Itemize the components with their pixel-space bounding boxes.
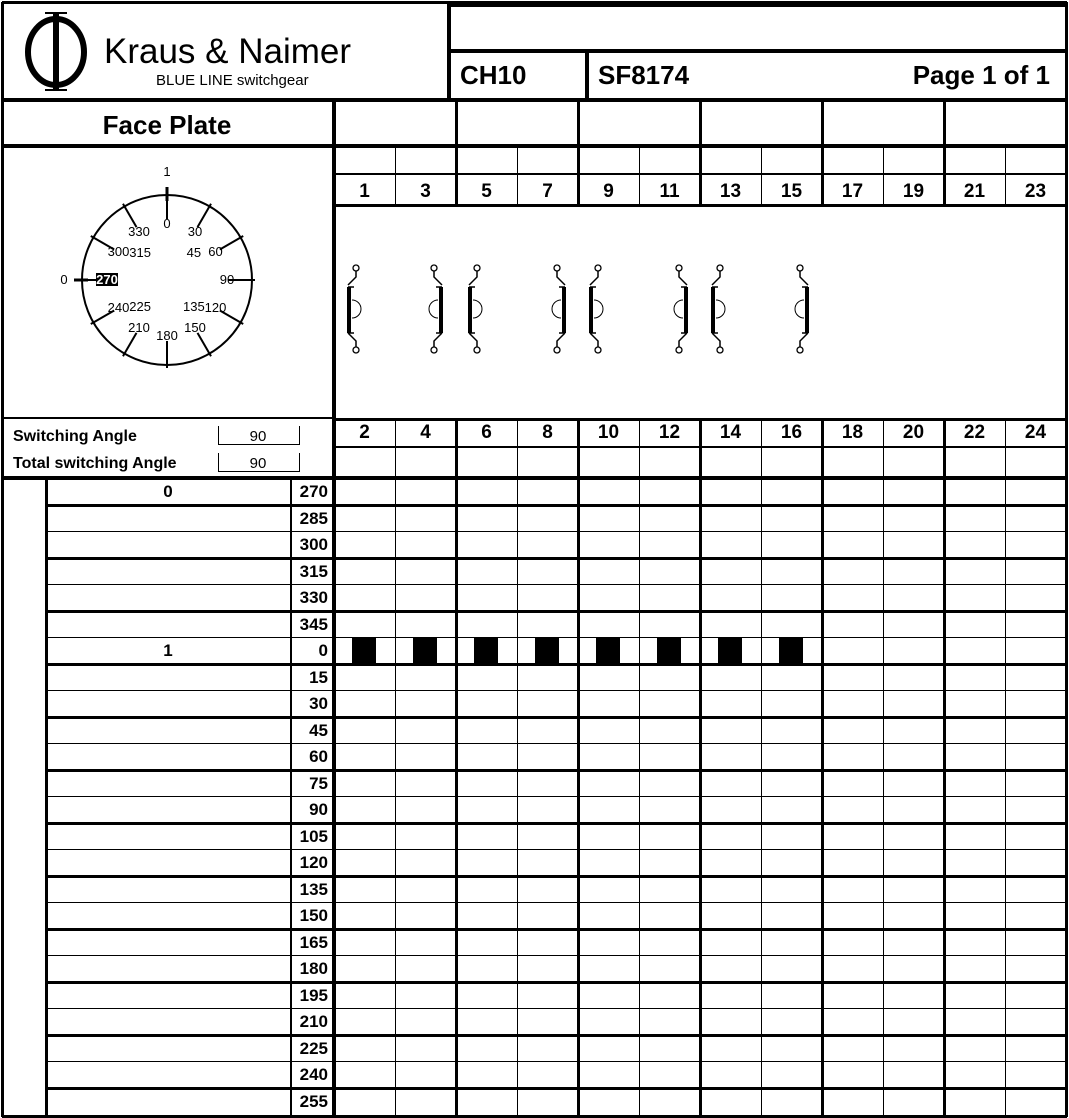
contact-col-line bbox=[1005, 146, 1006, 205]
contact-symbol bbox=[552, 265, 566, 353]
table-row-line bbox=[46, 822, 1067, 825]
contact-symbol bbox=[711, 265, 725, 353]
position-label: 1 bbox=[163, 641, 173, 660]
contact-symbol bbox=[468, 265, 482, 353]
contact-bar bbox=[347, 287, 351, 333]
terminal-top bbox=[717, 265, 723, 271]
position-angle: 225 bbox=[299, 1038, 328, 1058]
header-top bbox=[449, 3, 1067, 7]
header-divider-2 bbox=[585, 51, 589, 100]
position-angle: 285 bbox=[299, 508, 328, 528]
dial-top-label: 1 bbox=[163, 164, 171, 179]
terminal-bottom bbox=[797, 347, 803, 353]
table-row-line bbox=[46, 955, 1067, 956]
table-row-line bbox=[46, 610, 1067, 613]
position-angle: 210 bbox=[299, 1012, 328, 1031]
position-angle: 315 bbox=[299, 561, 328, 581]
contact-col-line bbox=[395, 146, 396, 205]
position-angle: 195 bbox=[299, 985, 328, 1005]
contact-number-top: 23 bbox=[1024, 181, 1047, 202]
group-divider bbox=[943, 100, 946, 146]
contact-number-bottom: 22 bbox=[963, 422, 986, 443]
group-divider bbox=[699, 100, 702, 146]
group-divider bbox=[455, 100, 458, 146]
dial-angle-label: 30 bbox=[187, 223, 203, 239]
face-plate-title: Face Plate bbox=[102, 110, 232, 140]
contact-symbol bbox=[347, 265, 361, 353]
terminal-bottom bbox=[353, 347, 359, 353]
position-angle: 0 bbox=[318, 641, 328, 660]
cam-arc bbox=[594, 300, 603, 318]
closed-contact-mark bbox=[535, 638, 559, 663]
dial-angle-label: 120 bbox=[204, 300, 227, 315]
contact-number-top: 5 bbox=[481, 181, 492, 202]
switching-angle-label: Switching Angle bbox=[13, 428, 137, 445]
page-indicator: Page 1 of 1 bbox=[912, 60, 1050, 90]
contact-bar bbox=[589, 287, 593, 333]
terminal-top bbox=[554, 265, 560, 271]
contact-number-top: 7 bbox=[542, 181, 553, 202]
contact-bar bbox=[805, 287, 809, 333]
table-row-line bbox=[46, 716, 1067, 719]
table-row-line bbox=[46, 531, 1067, 532]
table-row-line bbox=[46, 981, 1067, 984]
contact-number-top: 9 bbox=[603, 181, 614, 202]
dial-tick bbox=[198, 333, 212, 356]
contact-number-top: 13 bbox=[719, 181, 742, 202]
contact-col-line bbox=[761, 146, 762, 205]
position-angle: 330 bbox=[299, 588, 328, 607]
cam-arc bbox=[716, 300, 725, 318]
faceplate-divider bbox=[332, 100, 336, 1117]
position-angle: 180 bbox=[299, 959, 328, 978]
table-row-line bbox=[46, 690, 1067, 691]
table-top bbox=[2, 476, 1067, 480]
cam-arc bbox=[473, 300, 482, 318]
table-row-line bbox=[46, 1034, 1067, 1037]
contact-col-line bbox=[455, 146, 458, 205]
contact-col-line bbox=[577, 146, 580, 205]
brand-name: Kraus & Naimer bbox=[104, 32, 352, 71]
dial-angle-label: 315 bbox=[129, 245, 151, 261]
contact-symbol bbox=[674, 265, 688, 353]
contact-number-top: 11 bbox=[659, 181, 680, 202]
dial-angle-label: 60 bbox=[208, 244, 223, 259]
position-angle: 120 bbox=[299, 853, 328, 872]
contact-number-top: 19 bbox=[902, 181, 925, 202]
table-row-line bbox=[46, 902, 1067, 903]
position-angle: 30 bbox=[309, 694, 328, 713]
contact-bar bbox=[684, 287, 688, 333]
contact-number-top: 15 bbox=[780, 181, 803, 202]
terminal-top bbox=[676, 265, 682, 271]
dial-angle-label: 225 bbox=[129, 298, 151, 314]
table-row-line bbox=[46, 504, 1067, 507]
contact-number-bottom: 24 bbox=[1024, 422, 1047, 443]
dial-angle-label: 330 bbox=[128, 223, 150, 239]
closed-contact-mark bbox=[596, 638, 620, 663]
closed-contact-mark bbox=[718, 638, 742, 663]
terminal-top bbox=[595, 265, 601, 271]
table-row-line bbox=[46, 875, 1067, 878]
dial-angle-label: 300 bbox=[107, 244, 130, 259]
dial-angle-label: 270 bbox=[96, 272, 118, 287]
faceplate-top bbox=[2, 144, 1067, 148]
contact-symbol bbox=[795, 265, 809, 353]
terminal-bottom bbox=[554, 347, 560, 353]
position-angle: 90 bbox=[309, 800, 328, 819]
group-divider bbox=[577, 100, 580, 146]
table-row-line bbox=[46, 1087, 1067, 1090]
terminal-bottom bbox=[595, 347, 601, 353]
table-row-line bbox=[46, 743, 1067, 744]
contact-col-line bbox=[699, 146, 702, 205]
faceplate-bottom bbox=[2, 417, 334, 419]
position-angle: 270 bbox=[299, 482, 328, 501]
label-col-divider bbox=[45, 478, 48, 1117]
table-row-line bbox=[46, 663, 1067, 666]
series-code: CH10 bbox=[460, 60, 527, 90]
contact-number-top: 21 bbox=[963, 181, 986, 202]
terminal-top bbox=[353, 265, 359, 271]
position-angle: 15 bbox=[309, 667, 328, 687]
total-switching-angle-value: 90 bbox=[249, 455, 267, 472]
table-row-line bbox=[46, 849, 1067, 850]
contact-col-line bbox=[639, 146, 640, 205]
contact-symbol bbox=[589, 265, 603, 353]
cam-arc bbox=[674, 300, 683, 318]
table-row-line bbox=[46, 637, 1067, 638]
terminal-top bbox=[797, 265, 803, 271]
brand-tagline: BLUE LINE switchgear bbox=[156, 72, 309, 89]
position-angle: 300 bbox=[299, 535, 328, 554]
contact-col-line bbox=[821, 146, 824, 205]
closed-contact-mark bbox=[779, 638, 803, 663]
dial-tick bbox=[123, 333, 137, 356]
position-angle: 150 bbox=[299, 906, 328, 925]
header-mid bbox=[449, 49, 1067, 53]
terminal-top bbox=[474, 265, 480, 271]
contact-number-bottom: 18 bbox=[841, 422, 864, 443]
contact-number-bottom: 14 bbox=[719, 422, 742, 443]
dial-angle-label: 90 bbox=[219, 272, 235, 287]
position-angle: 165 bbox=[299, 932, 328, 952]
closed-contact-mark bbox=[413, 638, 437, 663]
program-code: SF8174 bbox=[598, 60, 690, 90]
cam-arc bbox=[352, 300, 361, 318]
contact-number-bottom: 10 bbox=[597, 422, 620, 443]
contact-number-bottom: 8 bbox=[542, 422, 553, 443]
dial-angle-label: 210 bbox=[128, 320, 150, 336]
angle-col-divider bbox=[290, 478, 292, 1117]
closed-contact-mark bbox=[352, 638, 376, 663]
contact-number-bottom: 12 bbox=[658, 422, 681, 443]
terminal-bottom bbox=[431, 347, 437, 353]
total-switching-angle-label: Total switching Angle bbox=[13, 455, 177, 472]
contact-bar bbox=[439, 287, 443, 333]
contact-number-top: 17 bbox=[841, 181, 864, 202]
position-angle: 255 bbox=[299, 1091, 328, 1111]
cam-arc bbox=[795, 300, 804, 318]
dial-angle-label: 135 bbox=[183, 298, 205, 314]
dial-angle-label: 0 bbox=[163, 216, 171, 231]
phi-logo-icon bbox=[28, 13, 84, 90]
table-row-line bbox=[46, 584, 1067, 585]
table-row-line bbox=[46, 796, 1067, 797]
contact-number-bottom: 20 bbox=[902, 422, 925, 443]
contact-col-line bbox=[883, 146, 884, 205]
frame-right bbox=[1065, 2, 1068, 1117]
closed-contact-mark bbox=[474, 638, 498, 663]
terminal-bottom bbox=[717, 347, 723, 353]
contact-symbol bbox=[429, 265, 443, 353]
dial-angle-label: 180 bbox=[156, 328, 178, 343]
position-angle: 60 bbox=[309, 747, 328, 766]
position-angle: 105 bbox=[299, 826, 328, 846]
terminal-bottom bbox=[676, 347, 682, 353]
contact-number-bottom: 2 bbox=[359, 422, 370, 443]
contact-col-line bbox=[517, 146, 518, 205]
contact-symbols bbox=[347, 265, 809, 353]
dial-left-label: 0 bbox=[60, 272, 68, 287]
table-row-line bbox=[46, 557, 1067, 560]
closed-contact-mark bbox=[657, 638, 681, 663]
contact-col-line bbox=[943, 146, 946, 205]
contact-number-bottom: 4 bbox=[420, 422, 431, 443]
group-divider bbox=[821, 100, 824, 146]
dial-angle-label: 150 bbox=[184, 320, 206, 336]
contact-bar bbox=[468, 287, 472, 333]
dial-angle-label: 240 bbox=[107, 300, 130, 315]
contact-bar bbox=[711, 287, 715, 333]
table-row-line bbox=[46, 1061, 1067, 1062]
position-angle: 240 bbox=[299, 1065, 328, 1084]
table-row-line bbox=[46, 1008, 1067, 1009]
position-angle: 45 bbox=[309, 720, 328, 740]
position-angle: 135 bbox=[299, 879, 328, 899]
position-label: 0 bbox=[163, 482, 173, 501]
cam-arc bbox=[552, 300, 561, 318]
terminal-top bbox=[431, 265, 437, 271]
terminal-bottom bbox=[474, 347, 480, 353]
contact-number-top: 1 bbox=[359, 181, 370, 202]
frame-left bbox=[1, 2, 4, 1117]
table-row-line bbox=[46, 928, 1067, 931]
header-bottom bbox=[2, 98, 1067, 102]
position-angle: 75 bbox=[309, 773, 328, 793]
contact-bar bbox=[562, 287, 566, 333]
contact-number-top: 3 bbox=[420, 181, 431, 202]
dial-angle-label: 45 bbox=[186, 245, 202, 261]
switching-angle-value: 90 bbox=[249, 428, 267, 445]
table-row-line bbox=[46, 769, 1067, 772]
position-angle: 345 bbox=[299, 614, 328, 634]
contact-number-bottom: 6 bbox=[481, 422, 492, 443]
cam-arc bbox=[429, 300, 438, 318]
contact-number-bottom: 16 bbox=[780, 422, 803, 443]
